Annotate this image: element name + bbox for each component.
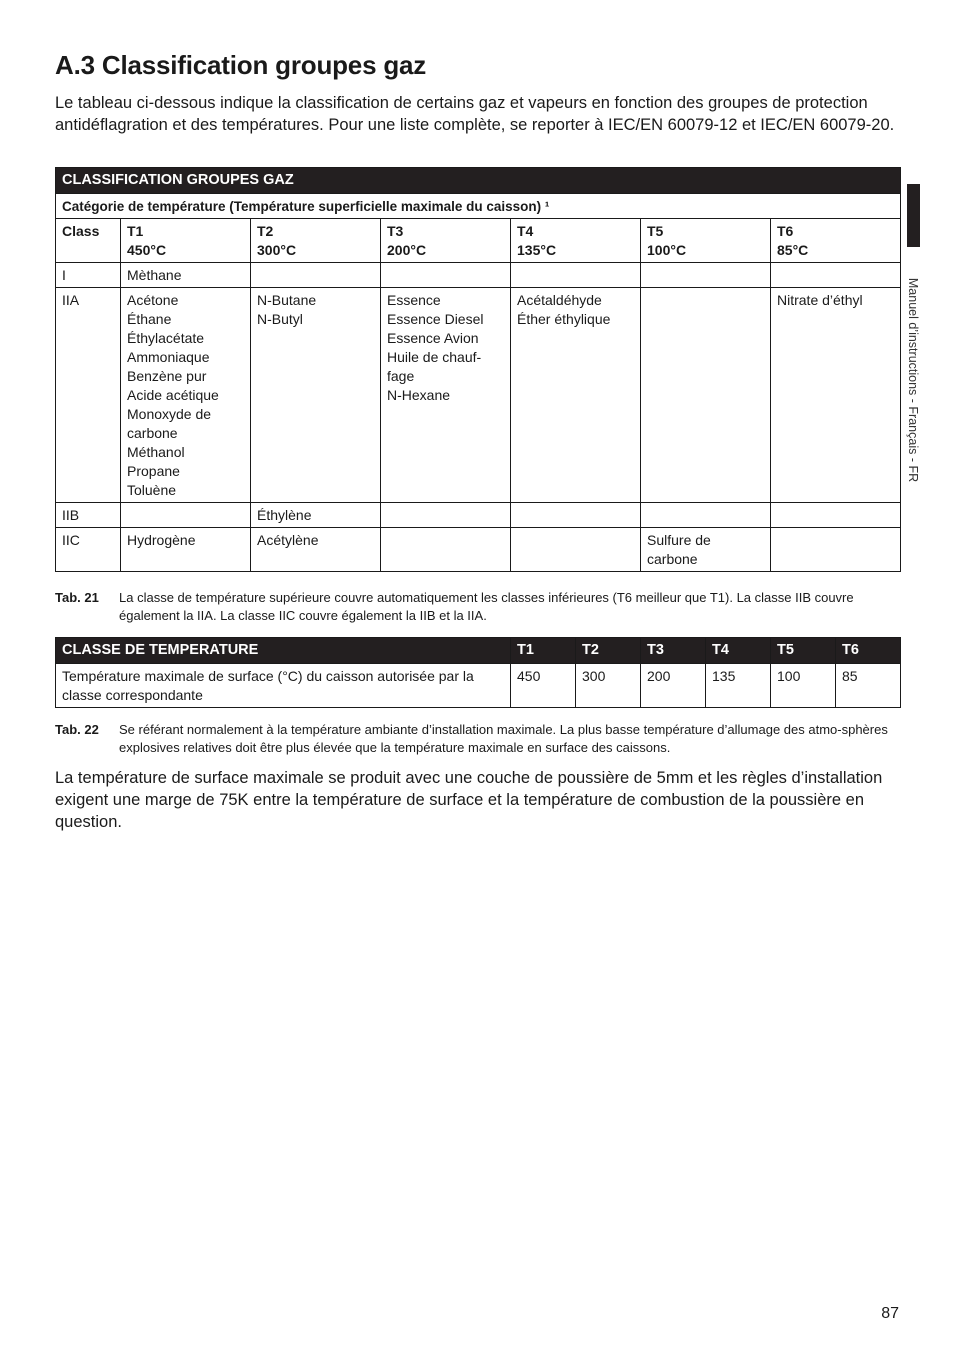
table-row: [56, 503, 901, 528]
page-title: A.3 Classification groupes gaz: [55, 50, 427, 80]
gas-list-cell: [771, 263, 901, 288]
gas-list-cell: [121, 263, 251, 288]
gas-name: Éthylène: [257, 507, 312, 523]
col-code: T2: [257, 223, 274, 239]
gas-table-title-row: [56, 168, 901, 194]
col-temp: 200°C: [387, 242, 427, 258]
gas-name: Benzène pur: [127, 368, 207, 384]
temp-class-header: T4: [706, 638, 771, 664]
gas-list-cell: [121, 288, 251, 503]
col-code: Class: [62, 223, 100, 239]
temp-class-header: T2: [576, 638, 641, 664]
temp-class-header: T3: [641, 638, 706, 664]
temp-value-cell: 100: [771, 664, 836, 708]
temp-value-cell: 300: [576, 664, 641, 708]
gas-group-table: [55, 167, 901, 572]
gas-class-cell: [56, 263, 121, 288]
gas-table-col-header: [56, 219, 121, 263]
gas-name: Acétone: [127, 292, 179, 308]
temp-value-cell: 85: [836, 664, 901, 708]
table-row: [56, 263, 901, 288]
temp-table-title: CLASSE DE TEMPERATURE: [56, 638, 511, 664]
col-temp: 100°C: [647, 242, 687, 258]
note-text: La classe de température supérieure couvre automatiquement les classes inférieures (T6 meilleur que T1). La classe IIB couvre également la IIA. La classe IIC couvre également la IIB et la IIA.: [119, 590, 854, 623]
temp-value-cell: 450: [511, 664, 576, 708]
gas-table-col-header: [121, 219, 251, 263]
intro-paragraph: Le tableau ci-dessous indique la classification de certains gaz et vapeurs en fonction des groupes de protection antidéflagration et des températures. Pour une liste complète, se reporter à IEC/EN 60079-12 et IEC/EN 60079-20.: [55, 94, 895, 134]
gas-name: Sulfure de carbone: [647, 532, 711, 567]
gas-class-cell: [56, 288, 121, 503]
col-temp: 135°C: [517, 242, 557, 258]
note-label: Tab. 21: [55, 590, 99, 605]
section-marker: [907, 184, 920, 247]
gas-name: N-Butane: [257, 292, 317, 308]
gas-class-cell: [56, 503, 121, 528]
gas-name: Huile de chauf-fage: [387, 349, 482, 384]
col-temp: 450°C: [127, 242, 167, 258]
temp-table-row: [56, 664, 901, 708]
gas-name: Toluène: [127, 482, 177, 498]
gas-list-cell: [771, 288, 901, 503]
gas-name: N-Butyl: [257, 311, 303, 327]
gas-name: Acétaldéhyde: [517, 292, 602, 308]
temperature-class-table: [55, 637, 901, 708]
gas-name: Propane: [127, 463, 180, 479]
gas-table-title: CLASSIFICATION GROUPES GAZ: [56, 168, 901, 194]
gas-name: Éthane: [127, 311, 172, 327]
gas-list-cell: [121, 503, 251, 528]
temp-class-header: T5: [771, 638, 836, 664]
gas-name: N-Hexane: [387, 387, 451, 403]
gas-name: Éthylacétate: [127, 330, 205, 346]
gas-list-cell: [251, 503, 381, 528]
gas-table-subtitle-row: [56, 194, 901, 219]
gas-name: Essence Avion: [387, 330, 479, 346]
page-number: 87: [881, 1305, 899, 1322]
note-label: Tab. 22: [55, 722, 99, 737]
gas-name: IIC: [62, 532, 80, 548]
gas-list-cell: [511, 288, 641, 503]
gas-table-col-header: [511, 219, 641, 263]
gas-list-cell: [251, 528, 381, 572]
gas-list-cell: [641, 263, 771, 288]
gas-list-cell: [381, 503, 511, 528]
col-temp: 300°C: [257, 242, 297, 258]
gas-table-col-header: [771, 219, 901, 263]
col-code: T1: [127, 223, 144, 239]
temp-class-header: T1: [511, 638, 576, 664]
gas-list-cell: [381, 263, 511, 288]
gas-table-col-header: [641, 219, 771, 263]
gas-table-body: [56, 263, 901, 572]
gas-list-cell: [771, 503, 901, 528]
gas-list-cell: [511, 528, 641, 572]
gas-name: Essence: [387, 292, 441, 308]
gas-list-cell: [251, 288, 381, 503]
temp-value-cell: 200: [641, 664, 706, 708]
gas-name: Méthanol: [127, 444, 185, 460]
outro-paragraph: La température de surface maximale se produit avec une couche de poussière de 5mm et les règles d’installation exigent une marge de 75K entre la température de surface et la température de combustion de la poussière en question.: [55, 769, 883, 831]
gas-list-cell: [641, 503, 771, 528]
gas-class-cell: [56, 528, 121, 572]
gas-name: Acide acétique: [127, 387, 219, 403]
gas-table-col-header: [381, 219, 511, 263]
side-running-label: Manuel d’instructions - Français - FR: [906, 277, 920, 483]
gas-name: Essence Diesel: [387, 311, 484, 327]
gas-table-col-header: [251, 219, 381, 263]
col-code: T5: [647, 223, 664, 239]
gas-list-cell: [641, 528, 771, 572]
gas-list-cell: [381, 528, 511, 572]
gas-list-cell: [511, 503, 641, 528]
gas-name: IIB: [62, 507, 80, 523]
gas-name: IIA: [62, 292, 80, 308]
col-code: T6: [777, 223, 794, 239]
gas-name: Mèthane: [127, 267, 182, 283]
temp-class-header: T6: [836, 638, 901, 664]
gas-table-header-row: [56, 219, 901, 263]
table-row: [56, 288, 901, 503]
gas-list-cell: [641, 288, 771, 503]
gas-name: Monoxyde de carbone: [127, 406, 212, 441]
temp-row-label: Température maximale de surface (°C) du caisson autorisée par la classe correspondante: [56, 664, 511, 708]
col-code: T4: [517, 223, 534, 239]
gas-list-cell: [251, 263, 381, 288]
gas-name: Hydrogène: [127, 532, 196, 548]
gas-table-subtitle: Catégorie de température (Température superficielle maximale du caisson) ¹: [56, 194, 901, 219]
gas-list-cell: [771, 528, 901, 572]
temp-table-header-row: [56, 638, 901, 664]
gas-list-cell: [511, 263, 641, 288]
temp-value-cell: 135: [706, 664, 771, 708]
gas-list-cell: [121, 528, 251, 572]
gas-name: Acétylène: [257, 532, 319, 548]
gas-name: I: [62, 267, 66, 283]
note-text: Se référant normalement à la température ambiante d’installation maximale. La plus basse température d’allumage des atmo-sphères explosives relatives doit être plus élevée que la température maximale en surface des caissons.: [119, 722, 888, 755]
col-code: T3: [387, 223, 404, 239]
gas-name: Nitrate d’éthyl: [777, 292, 863, 308]
table-row: [56, 528, 901, 572]
gas-name: Éther éthylique: [517, 311, 611, 327]
gas-list-cell: [381, 288, 511, 503]
col-temp: 85°C: [777, 242, 809, 258]
gas-name: Ammoniaque: [127, 349, 210, 365]
